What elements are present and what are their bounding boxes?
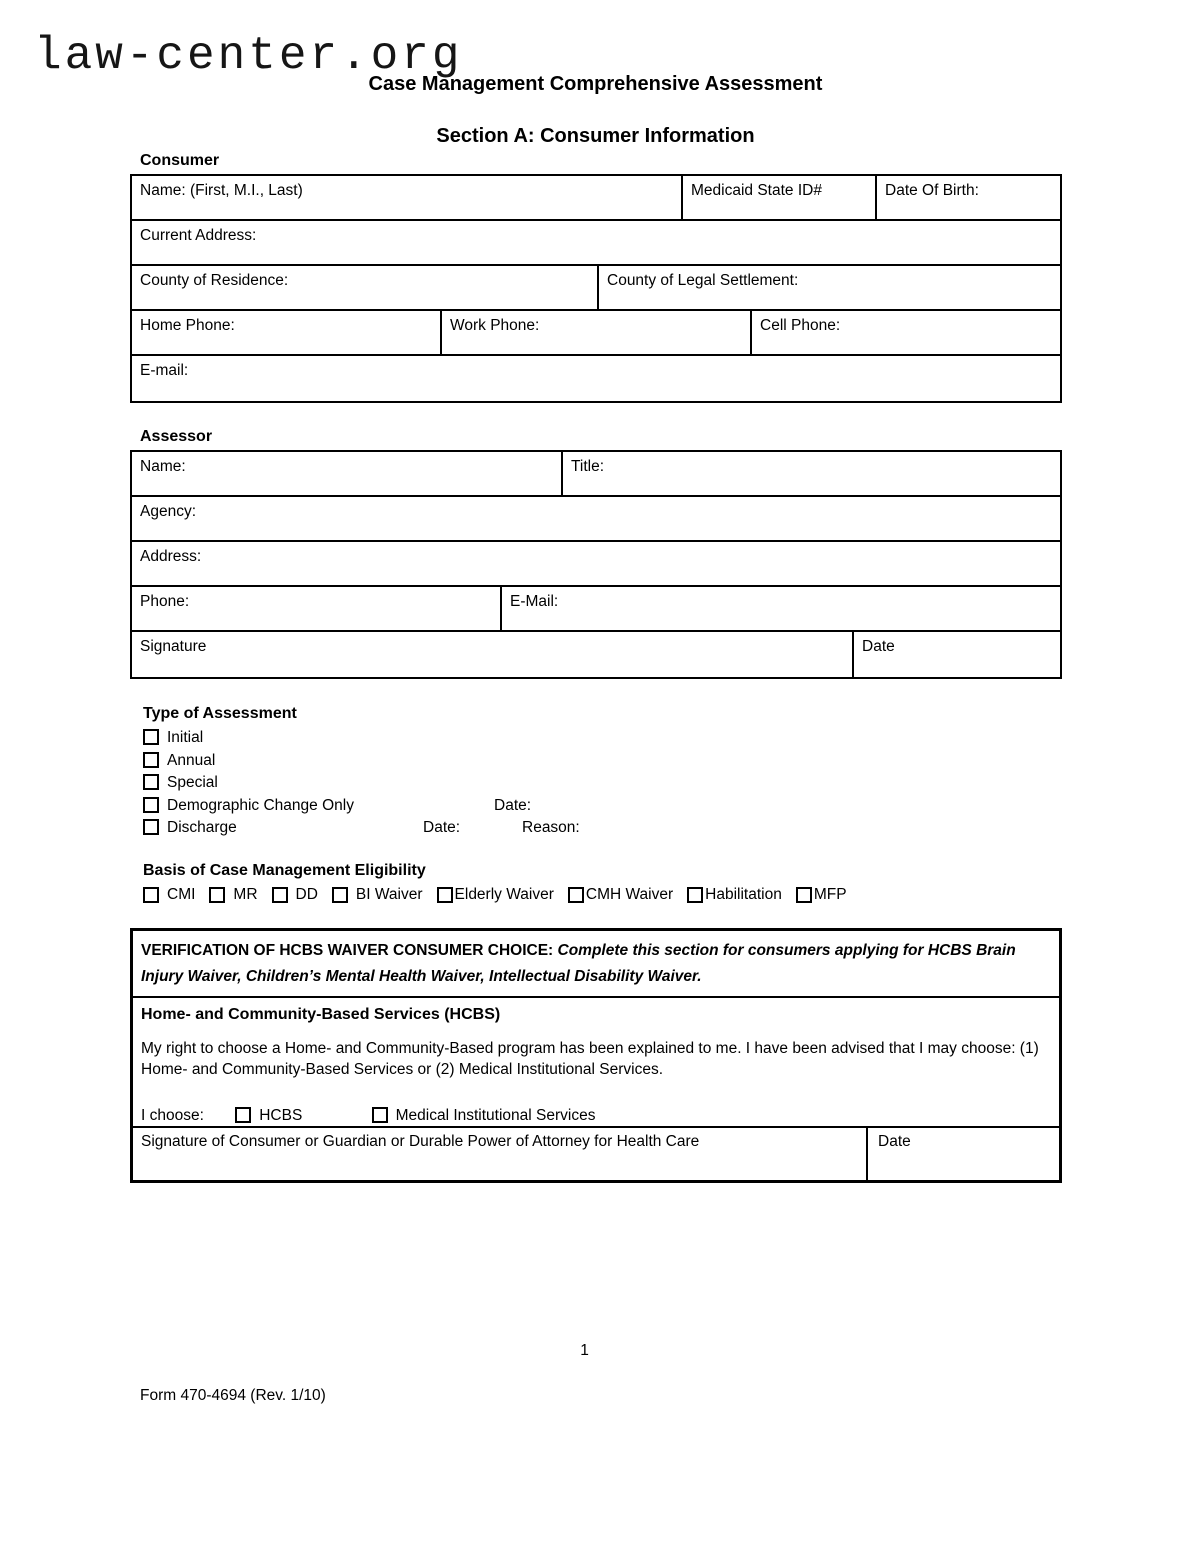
home-phone-field[interactable] xyxy=(132,311,442,354)
home-phone-label: Home Phone: xyxy=(140,317,235,334)
type-of-assessment-heading: Type of Assessment xyxy=(143,705,297,722)
basis-option-cmh-waiver xyxy=(568,886,673,904)
law-center-watermark: law-center.org xyxy=(34,30,463,82)
toa-option-special xyxy=(143,772,1062,795)
elderly-waiver-checkbox[interactable] xyxy=(437,887,453,903)
assessor-title-field[interactable] xyxy=(563,452,1060,495)
name-label: Name: (First, M.I., Last) xyxy=(140,182,303,199)
basis-heading: Basis of Case Management Eligibility xyxy=(143,861,426,879)
dob-label: Date Of Birth: xyxy=(885,182,979,199)
name-field[interactable] xyxy=(132,176,683,219)
assessor-row-3 xyxy=(132,542,1060,587)
special-label: Special xyxy=(167,774,218,791)
consumer-row-3 xyxy=(132,266,1060,311)
cell-phone-field[interactable] xyxy=(752,311,1060,354)
annual-label: Annual xyxy=(167,751,216,769)
basis-option-bi-waiver xyxy=(332,886,423,904)
hcbs-statement: My right to choose a Home- and Community-Based program has been explained to me. I have been advised that I may choose: (1) Home- and Community-Based Services or (2) Medical Institutional Services. xyxy=(141,1039,1039,1078)
assessor-address-label: Address: xyxy=(140,548,202,565)
verification-date-label: Date xyxy=(878,1132,911,1150)
basis-options xyxy=(130,884,1062,906)
discharge-reason-field[interactable]: Reason: xyxy=(522,819,580,836)
basis-option-mfp xyxy=(796,886,847,904)
assessor-date-label: Date xyxy=(862,638,895,655)
hcbs-choice-checkbox[interactable] xyxy=(235,1107,251,1123)
work-phone-field[interactable] xyxy=(442,311,752,354)
mfp-label: MFP xyxy=(813,885,847,903)
initial-checkbox[interactable] xyxy=(143,729,159,745)
bi-waiver-label: BI Waiver xyxy=(355,885,423,903)
assessor-row-5 xyxy=(132,632,1060,677)
assessor-date-field[interactable] xyxy=(854,632,1060,677)
assessor-signature-label: Signature xyxy=(140,638,207,655)
verification-heading-bold: VERIFICATION OF HCBS WAIVER CONSUMER CHOICE: xyxy=(141,941,558,959)
discharge-label: Discharge xyxy=(167,819,237,836)
current-address-label: Current Address: xyxy=(140,227,257,244)
cell-phone-label: Cell Phone: xyxy=(760,317,841,334)
initial-label: Initial xyxy=(167,729,204,746)
assessor-email-field[interactable] xyxy=(502,587,1060,630)
cmh-waiver-checkbox[interactable] xyxy=(568,887,584,903)
medicaid-id-label: Medicaid State ID# xyxy=(691,182,822,199)
assessor-name-field[interactable] xyxy=(132,452,563,495)
basis-option-mr xyxy=(209,886,257,904)
type-of-assessment-options xyxy=(130,727,1062,840)
assessor-phone-field[interactable] xyxy=(132,587,502,630)
mr-label: MR xyxy=(233,885,258,903)
dd-label: DD xyxy=(295,885,318,903)
i-choose-row xyxy=(141,1106,1049,1126)
elderly-waiver-label: Elderly Waiver xyxy=(454,885,554,903)
county-legal-label: County of Legal Settlement: xyxy=(607,272,799,289)
basis-option-cmi xyxy=(143,886,195,904)
form-id: Form 470-4694 (Rev. 1/10) xyxy=(140,1387,326,1404)
hcbs-heading: Home- and Community-Based Services (HCBS) xyxy=(141,1005,501,1023)
assessor-row-4 xyxy=(132,587,1060,632)
consumer-row-4 xyxy=(132,311,1060,356)
toa-option-annual xyxy=(143,750,1062,773)
medical-institutional-label: Medical Institutional Services xyxy=(395,1106,596,1124)
demographic-change-checkbox[interactable] xyxy=(143,797,159,813)
consumer-row-2 xyxy=(132,221,1060,266)
mr-checkbox[interactable] xyxy=(209,887,225,903)
section-a-title: Section A: Consumer Information xyxy=(436,125,755,147)
i-choose-label: I choose: xyxy=(141,1106,204,1124)
work-phone-label: Work Phone: xyxy=(450,317,540,334)
verification-box xyxy=(130,928,1062,1183)
county-residence-label: County of Residence: xyxy=(140,272,289,289)
consumer-email-label: E-mail: xyxy=(140,362,189,379)
form-content xyxy=(130,152,1062,1183)
toa-option-demographic xyxy=(143,795,1062,818)
assessor-table xyxy=(130,450,1062,679)
cmi-checkbox[interactable] xyxy=(143,887,159,903)
assessor-phone-label: Phone: xyxy=(140,593,190,610)
special-checkbox[interactable] xyxy=(143,774,159,790)
basis-option-habilitation xyxy=(687,886,782,904)
county-legal-field[interactable] xyxy=(599,266,1060,309)
basis-option-dd xyxy=(272,886,318,904)
assessor-name-label: Name: xyxy=(140,458,186,475)
county-residence-field[interactable] xyxy=(132,266,599,309)
assessor-signature-field[interactable] xyxy=(132,632,854,677)
basis-option-elderly-waiver xyxy=(437,886,554,904)
agency-field[interactable] xyxy=(132,497,1060,540)
verification-heading xyxy=(133,931,1059,998)
cmh-waiver-label: CMH Waiver xyxy=(585,885,674,903)
medicaid-id-field[interactable] xyxy=(683,176,877,219)
page-number: 1 xyxy=(580,1342,589,1359)
medical-institutional-checkbox[interactable] xyxy=(372,1107,388,1123)
consumer-email-field[interactable] xyxy=(132,356,1060,401)
current-address-field[interactable] xyxy=(132,221,1060,264)
dob-field[interactable] xyxy=(877,176,1060,219)
assessor-row-1 xyxy=(132,452,1060,497)
verification-date-field[interactable] xyxy=(868,1128,1059,1180)
assessor-row-2 xyxy=(132,497,1060,542)
verification-signature-row xyxy=(133,1126,1059,1180)
bi-waiver-checkbox[interactable] xyxy=(332,887,348,903)
demographic-date-field[interactable]: Date: xyxy=(494,796,532,814)
consumer-heading: Consumer xyxy=(140,152,220,169)
agency-label: Agency: xyxy=(140,503,197,520)
demographic-change-label: Demographic Change Only xyxy=(167,796,354,814)
hcbs-section xyxy=(133,998,1059,1126)
consumer-signature-label: Signature of Consumer or Guardian or Durable Power of Attorney for Health Care xyxy=(141,1132,700,1150)
consumer-row-1 xyxy=(132,176,1060,221)
hcbs-choice-label: HCBS xyxy=(259,1106,303,1124)
consumer-table xyxy=(130,174,1062,403)
mfp-checkbox[interactable] xyxy=(796,887,812,903)
assessor-title-label: Title: xyxy=(571,458,605,475)
cmi-label: CMI xyxy=(167,885,196,903)
document-title: Case Management Comprehensive Assessment xyxy=(368,73,823,95)
assessor-email-label: E-Mail: xyxy=(510,593,559,610)
habilitation-label: Habilitation xyxy=(705,885,782,903)
habilitation-checkbox[interactable] xyxy=(687,887,703,903)
assessor-heading: Assessor xyxy=(140,428,213,445)
annual-checkbox[interactable] xyxy=(143,752,159,768)
consumer-row-5 xyxy=(132,356,1060,401)
toa-option-initial xyxy=(143,727,1062,750)
discharge-date-field[interactable]: Date: xyxy=(423,819,461,836)
assessor-address-field[interactable] xyxy=(132,542,1060,585)
dd-checkbox[interactable] xyxy=(272,887,288,903)
consumer-signature-field[interactable] xyxy=(133,1128,868,1180)
discharge-checkbox[interactable] xyxy=(143,819,159,835)
verification-heading-italic: Complete this section for consumers applying for HCBS Brain Injury Waiver, Children’s Mental Health Waiver, Intellectual Disability Waiver. xyxy=(141,941,1016,985)
toa-option-discharge xyxy=(143,817,1062,840)
